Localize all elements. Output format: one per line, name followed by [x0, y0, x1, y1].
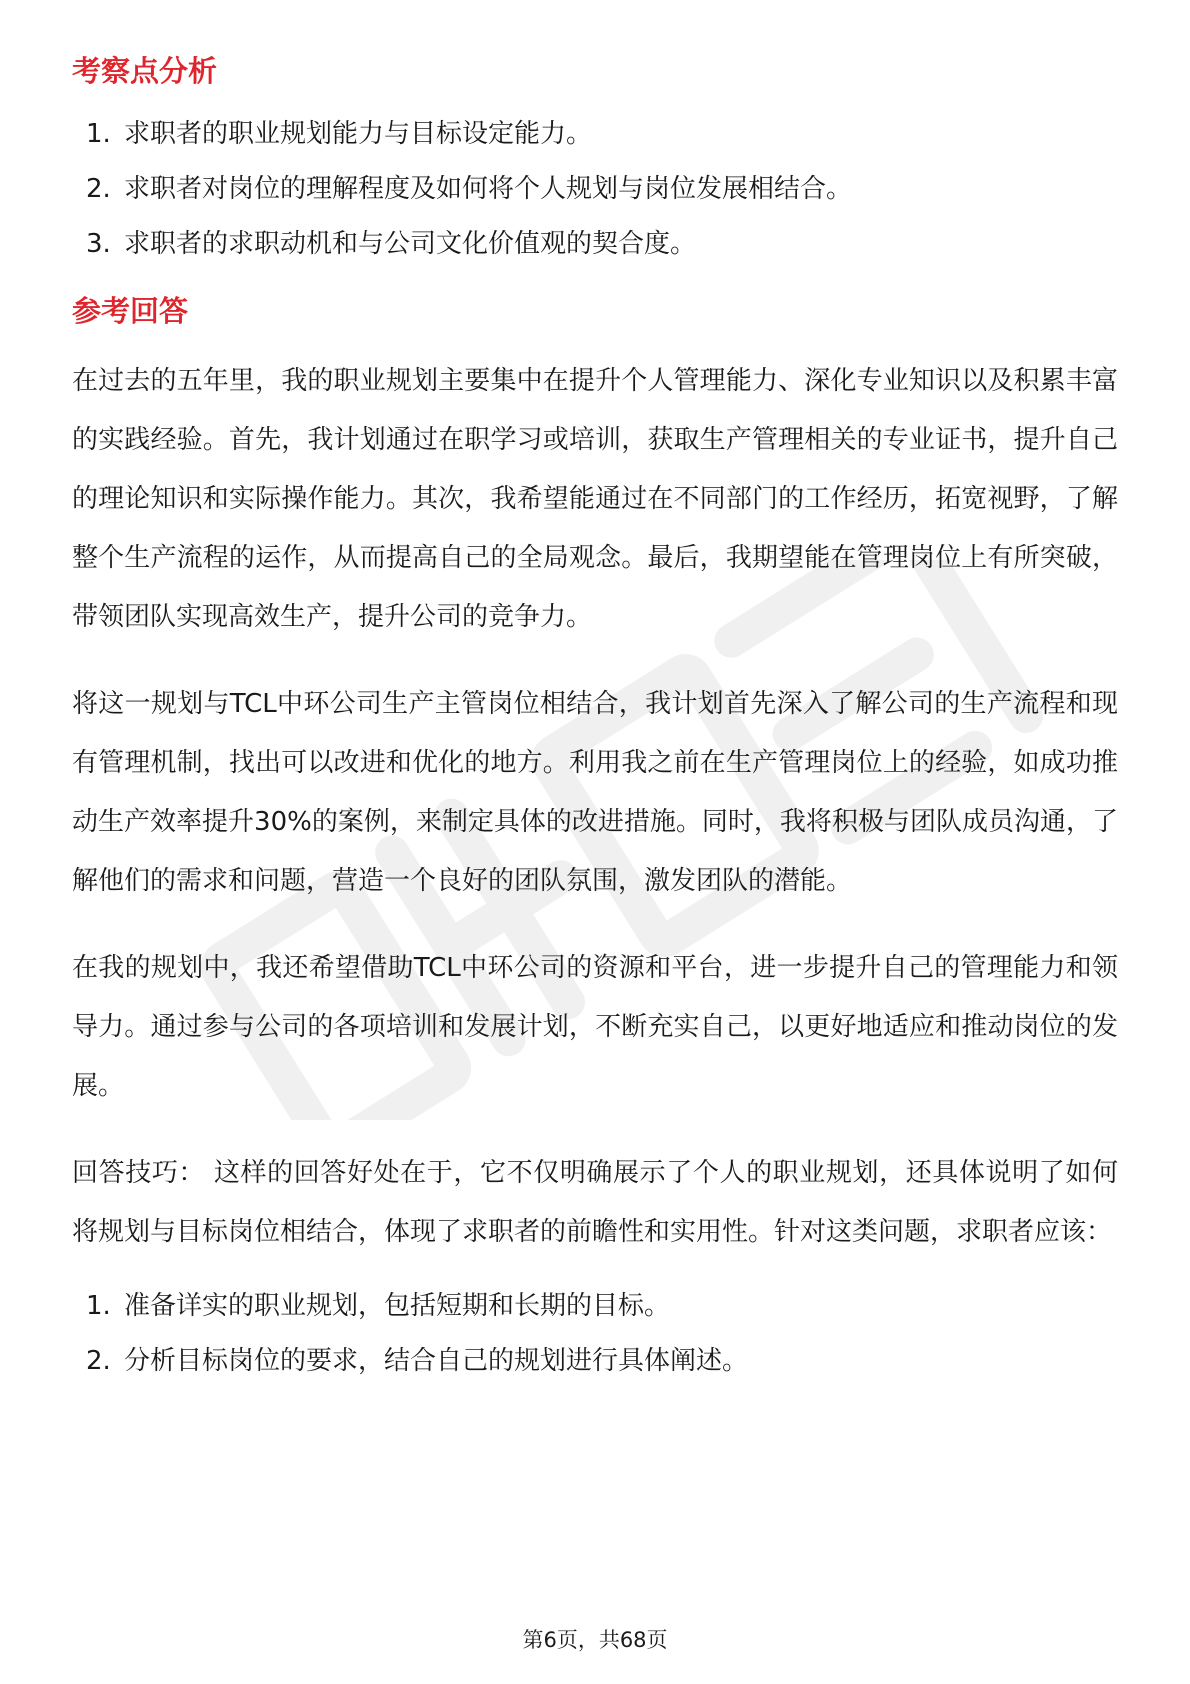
tips-list — [72, 1286, 1118, 1381]
list-item — [72, 1341, 1118, 1381]
list-item-text: 求职者的职业规划能力与目标设定能力。 — [124, 119, 593, 149]
list-item — [72, 114, 1118, 154]
list-item-text: 分析目标岗位的要求，结合自己的规划进行具体阐述。 — [124, 1346, 749, 1376]
answer-paragraph: 在过去的五年里，我的职业规划主要集中在提升个人管理能力、深化专业知识以及积累丰富的实践经验。首先，我计划通过在职学习或培训，获取生产管理相关的专业证书，提升自己的理论知识和实际操作能力。其次，我希望能通过在不同部门的工作经历，拓宽视野，了解整个生产流程的运作，从而提高自己的全局观念。最后，我期望能在管理岗位上有所突破，带领团队实现高效生产，提升公司的竞争力。 — [72, 366, 1118, 632]
list-item — [72, 169, 1118, 209]
list-item-number: 1. — [86, 119, 111, 149]
list-item — [72, 1286, 1118, 1326]
answer-paragraph: 将这一规划与TCL中环公司生产主管岗位相结合，我计划首先深入了解公司的生产流程和现有管理机制，找出可以改进和优化的地方。利用我之前在生产管理岗位上的经验，如成功推动生产效率提升30%的案例，来制定具体的改进措施。同时，我将积极与团队成员沟通，了解他们的需求和问题，营造一个良好的团队氛围，激发团队的潜能。 — [72, 689, 1118, 896]
section-heading-answer: 参考回答 — [72, 294, 189, 328]
list-item — [72, 224, 1118, 264]
list-item-text: 求职者对岗位的理解程度及如何将个人规划与岗位发展相结合。 — [124, 174, 853, 204]
list-item-number: 2. — [86, 174, 111, 204]
list-item-number: 2. — [86, 1346, 111, 1376]
section-heading-analysis: 考察点分析 — [72, 54, 218, 88]
answer-paragraph: 在我的规划中，我还希望借助TCL中环公司的资源和平台，进一步提升自己的管理能力和领导力。通过参与公司的各项培训和发展计划，不断充实自己，以更好地适应和推动岗位的发展。 — [72, 953, 1118, 1101]
list-item-number: 1. — [86, 1291, 111, 1321]
list-item-text: 准备详实的职业规划，包括短期和长期的目标。 — [124, 1291, 671, 1321]
list-item-number: 3. — [86, 229, 111, 259]
page-number-footer: 第6页，共68页 — [522, 1628, 668, 1652]
document-content — [72, 50, 1118, 1381]
list-item-text: 求职者的求职动机和与公司文化价值观的契合度。 — [124, 229, 697, 259]
analysis-list — [72, 114, 1118, 264]
answer-tips-paragraph: 回答技巧： 这样的回答好处在于，它不仅明确展示了个人的职业规划，还具体说明了如何将规划与目标岗位相结合，体现了求职者的前瞻性和实用性。针对这类问题，求职者应该： — [72, 1158, 1118, 1247]
